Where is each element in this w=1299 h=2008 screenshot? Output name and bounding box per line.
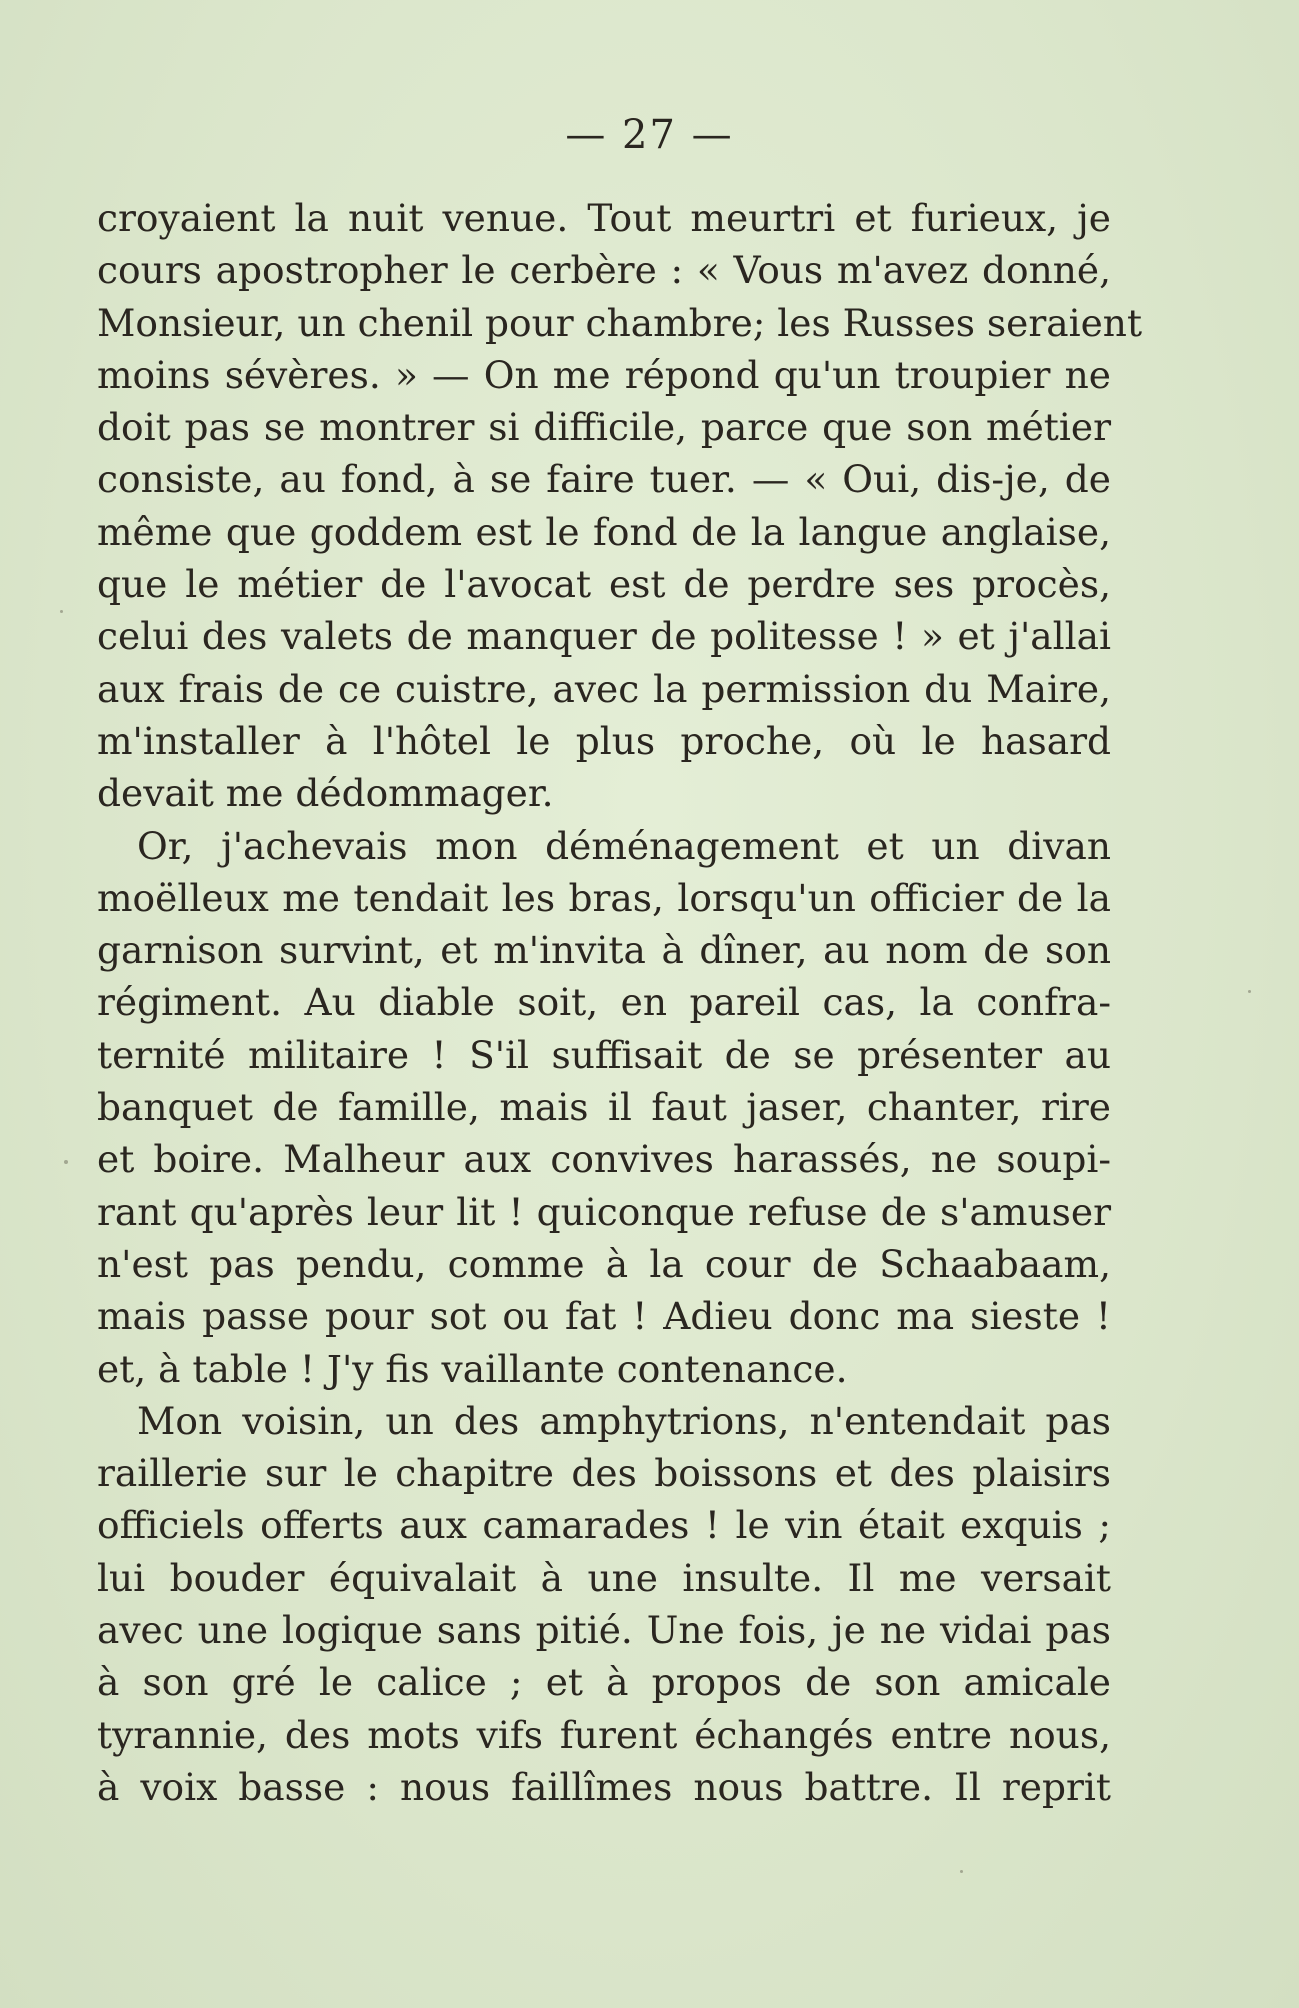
text-line: banquet de famille, mais il faut jaser, chanter, rire [97,1085,1111,1130]
text-line: raillerie sur le chapitre des boissons et des plaisirs [97,1451,1111,1496]
text-line: devait me dédommager. [97,771,554,816]
text-line: ternité militaire ! S'il suffisait de se présenter au [97,1032,1111,1077]
text-line: Mon voisin, un des amphytrions, n'entendait pas [137,1398,1111,1443]
paper-speck [64,1160,68,1164]
text-line: moëlleux me tendait les bras, lorsqu'un officier de la [97,875,1111,920]
text-line: consiste, au fond, à se faire tuer. — « Oui, dis-je, de [97,457,1111,502]
paper-speck [1248,990,1251,993]
text-line: doit pas se montrer si difficile, parce que son métier [97,405,1111,450]
text-line: rant qu'après leur lit ! quiconque refuse de s'amuser [97,1189,1111,1234]
text-line: celui des valets de manquer de politesse ! » et j'allai [97,614,1111,659]
text-line: avec une logique sans pitié. Une fois, je ne vidai pas [97,1608,1111,1653]
text-line: même que goddem est le fond de la langue anglaise, [97,509,1111,554]
text-line: cours apostropher le cerbère : « Vous m'avez donné, [97,248,1111,293]
text-line: et, à table ! J'y fis vaillante contenance. [97,1346,848,1391]
text-line: que le métier de l'avocat est de perdre ses procès, [97,562,1111,607]
text-line: lui bouder équivalait à une insulte. Il me versait [97,1555,1111,1600]
text-line: à voix basse : nous faillîmes nous battre. Il reprit [97,1764,1111,1809]
text-line: Or, j'achevais mon déménagement et un divan [137,823,1111,868]
text-line: à son gré le calice ; et à propos de son amicale [97,1660,1111,1705]
text-line: garnison survint, et m'invita à dîner, au nom de son [97,928,1111,973]
text-line: mais passe pour sot ou fat ! Adieu donc ma sieste ! [97,1294,1111,1339]
text-line: moins sévères. » — On me répond qu'un troupier ne [97,352,1111,397]
text-line: m'installer à l'hôtel le plus proche, où le hasard [97,718,1111,763]
paper-speck [960,1870,963,1873]
text-line: n'est pas pendu, comme à la cour de Schaabaam, [97,1241,1111,1286]
paper-speck [60,610,63,613]
body-text [97,192,1143,1813]
text-line: croyaient la nuit venue. Tout meurtri et furieux, je [97,196,1111,240]
text-line: aux frais de ce cuistre, avec la permission du Maire, [97,666,1111,711]
text-line: tyrannie, des mots vifs furent échangés entre nous, [97,1712,1111,1757]
text-line: Monsieur, un chenil pour chambre; les Russes seraient [97,300,1143,345]
page-number: — 27 — [565,112,734,158]
text-line: officiels offerts aux camarades ! le vin était exquis ; [97,1503,1111,1548]
text-line: régiment. Au diable soit, en pareil cas, la confra- [97,980,1111,1025]
text-line: et boire. Malheur aux convives harassés, ne soupi- [97,1137,1111,1182]
